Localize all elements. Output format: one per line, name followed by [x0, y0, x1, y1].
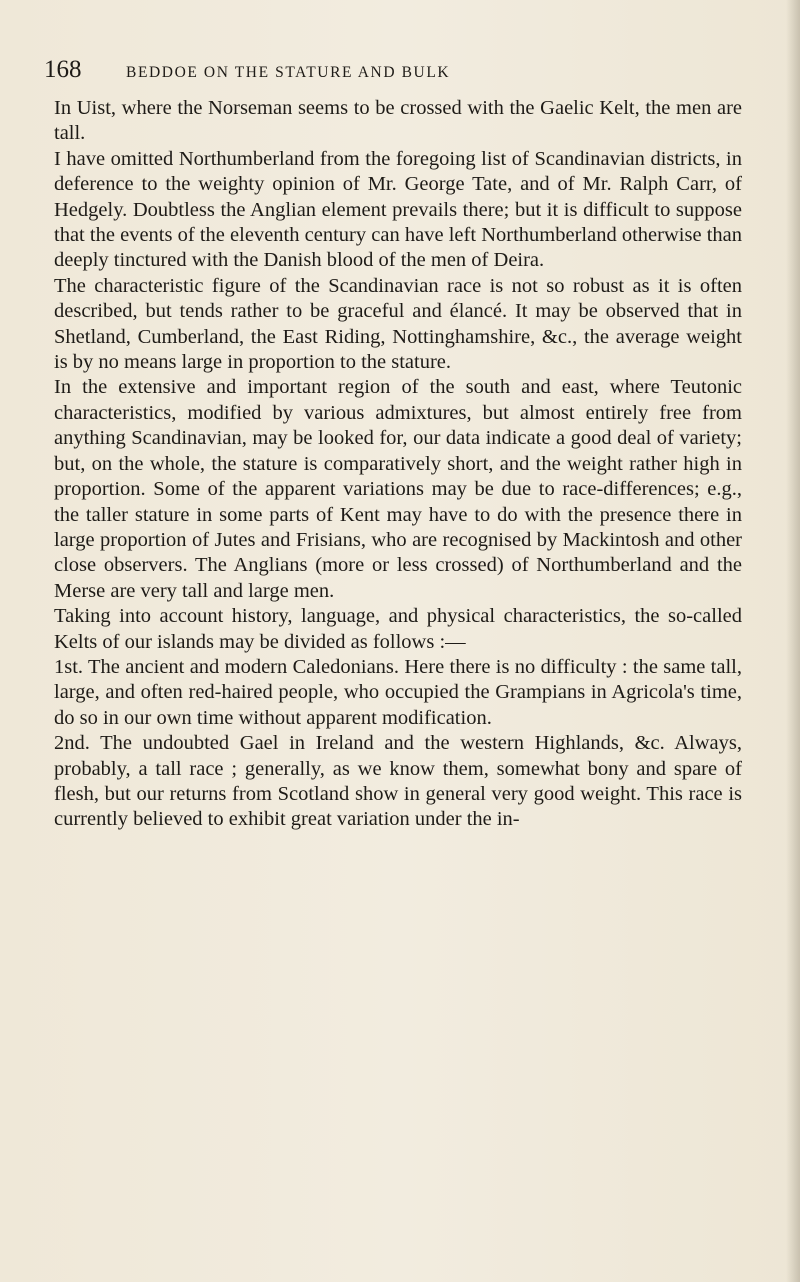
- paragraph-scandinavian-figure: The characteristic figure of the Scandinavian race is not so robust as it is often described, but tends rather to be graceful and élancé. It may be observed that in Shetland, Cumberland, the East Riding, Nottinghamshire, &c., the average weight is by no means large in proportion to the stature.: [54, 274, 742, 374]
- paragraph-south-and-east: In the extensive and important region of the south and east, where Teutonic characteristics, modified by various admixtures, but almost entirely free from anything Scandinavian, may be looked for, our data indicate a good deal of variety; but, on the whole, the stature is comparatively short, and the weight rather high in proportion. Some of the apparent variations may be due to race-differences; e.g., the taller stature in some parts of Kent may have to do with the presence there in large proportion of Jutes and Frisians, who are recognised by Mackintosh and other close observers. The Anglians (more or less crossed) of Northumberland and the Merse are very tall and large men.: [54, 376, 742, 602]
- paragraph-kelts-division: Taking into account history, language, and physical characteristics, the so-called Kelts of our islands may be divided as follows :—: [54, 605, 742, 653]
- paragraph-caledonians: 1st. The ancient and modern Caledonians. Here there is no difficulty : the same tall, large, and often red-haired people, who occupied the Grampians in Agricola's time, do so in our own time without apparent modification.: [54, 655, 742, 729]
- page-number: 168: [44, 56, 82, 83]
- body-text: [54, 96, 742, 833]
- paragraph-uist: In Uist, where the Norseman seems to be crossed with the Gaelic Kelt, the men are tall.: [54, 97, 742, 145]
- paragraph-northumberland: I have omitted Northumberland from the foregoing list of Scandinavian districts, in deference to the weighty opinion of Mr. George Tate, and of Mr. Ralph Carr, of Hedgely. Doubtless the Anglian element prevails there; but it is difficult to suppose that the events of the eleventh century can have left Northumberland otherwise than deeply tinctured with the Danish blood of the men of Deira.: [54, 147, 742, 272]
- running-head: BEDDOE ON THE STATURE AND BULK: [126, 64, 451, 81]
- page-header: [44, 56, 744, 92]
- page-edge-shadow: [786, 0, 800, 1282]
- paragraph-gael: 2nd. The undoubted Gael in Ireland and the western Highlands, &c. Always, probably, a tall race ; generally, as we know them, somewhat bony and spare of flesh, but our returns from Scotland show in general very good weight. This race is currently believed to exhibit great variation under the in-: [54, 732, 742, 831]
